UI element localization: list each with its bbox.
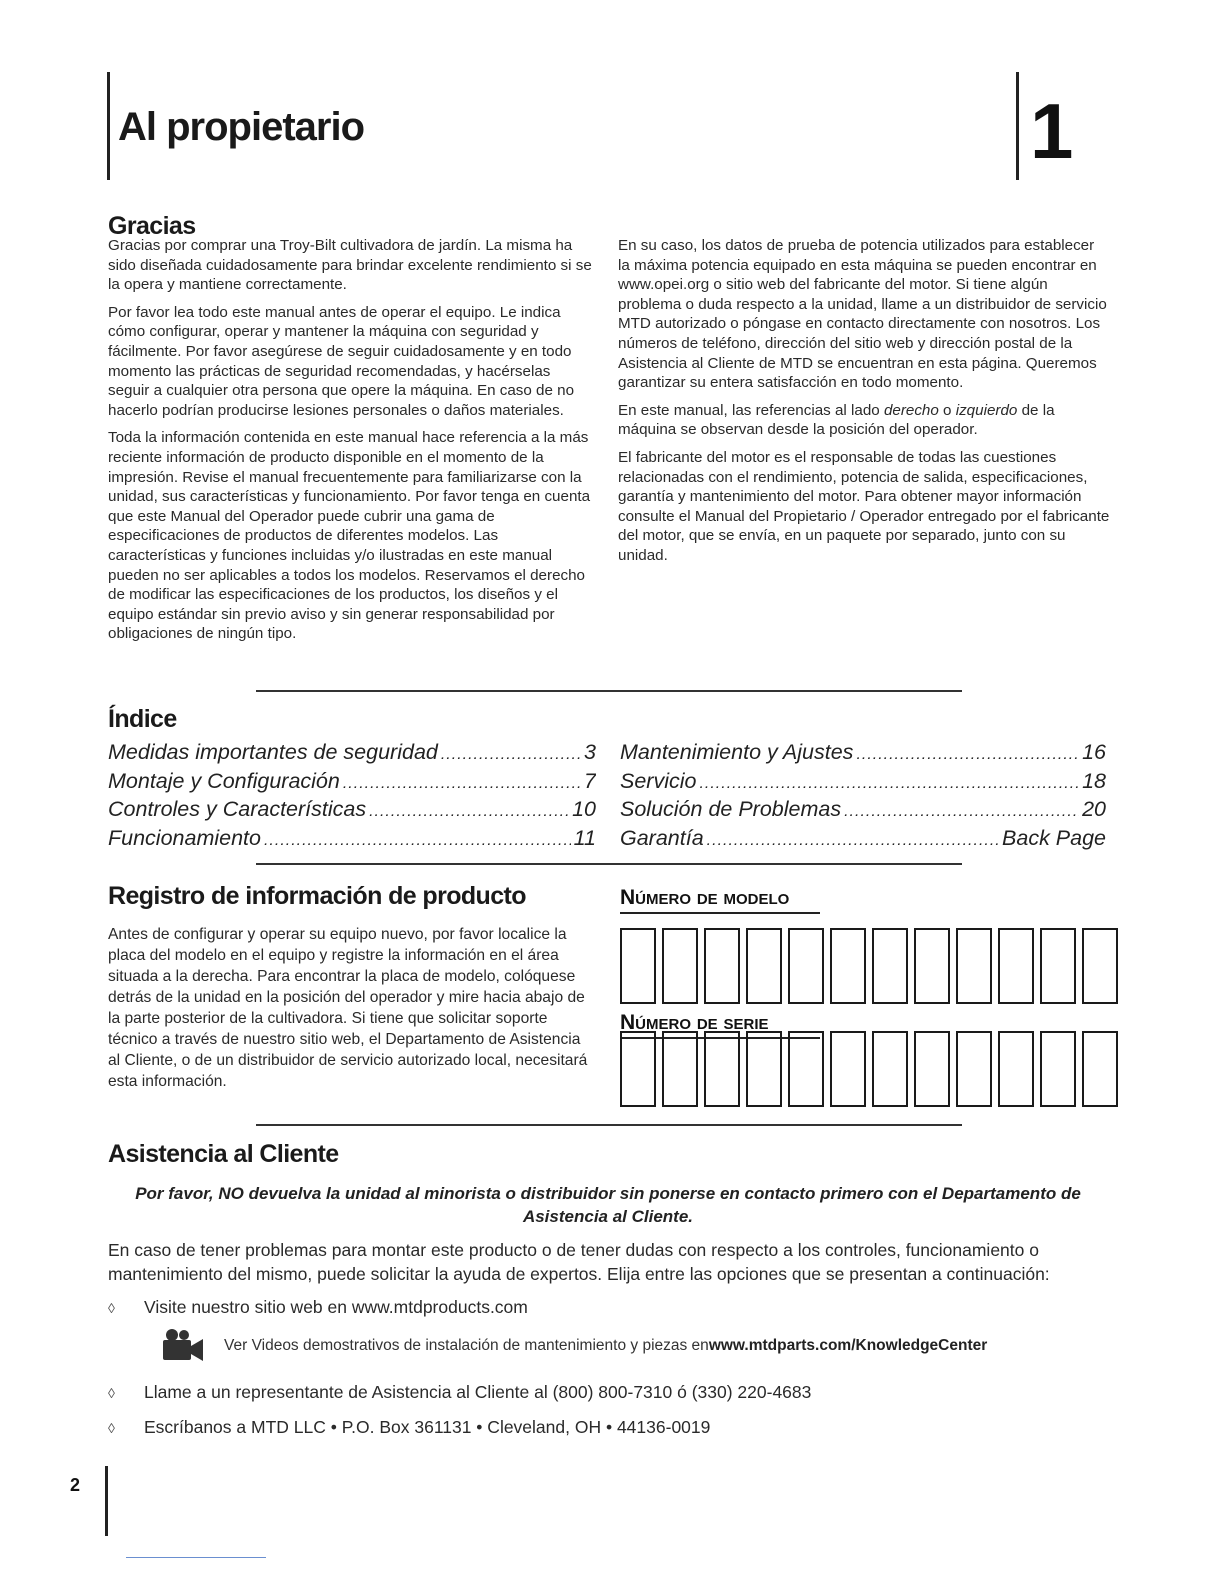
video-item: [162, 1328, 987, 1364]
toc-entry[interactable]: Mantenimiento y Ajustes ..... 16: [620, 740, 1106, 769]
model-digit-box[interactable]: [830, 928, 866, 1004]
model-digit-box[interactable]: [662, 928, 698, 1004]
gracias-left-column: [108, 236, 593, 652]
serial-digit-box[interactable]: [704, 1031, 740, 1107]
divider-3: [256, 1124, 962, 1126]
video-camera-icon: [162, 1328, 204, 1364]
serial-digit-box[interactable]: [956, 1031, 992, 1107]
serial-digit-box[interactable]: [620, 1031, 656, 1107]
chapter-number: 1: [1030, 87, 1074, 175]
page-number: 2: [70, 1475, 81, 1495]
mail-item: [108, 1417, 710, 1438]
serial-digit-box[interactable]: [872, 1031, 908, 1107]
toc-left-column: [108, 740, 596, 854]
divider-2: [256, 863, 962, 865]
model-digit-box[interactable]: [914, 928, 950, 1004]
indice-heading: Índice: [108, 705, 177, 733]
gracias-paragraph-2: Por favor lea todo este manual antes de operar el equipo. Le indica cómo configurar, operar y mantener la máquina con seguridad y fácilmente. Por favor asegúrese de seguir cuidadosamente y en todo momento las prácticas de seguridad recomendadas, y hacérselas seguir a cualquier otra persona que opere la máquina. En caso de no hacerlo podrían producirse lesiones personales o daños materiales.: [108, 303, 575, 419]
gracias-right-paragraph-2: En este manual, las referencias al lado derecho o izquierdo de la máquina se observan desde la posición del operador.: [618, 401, 1055, 439]
diamond-bullet-icon: ◊: [108, 1300, 115, 1316]
video-text: Ver Videos demostrativos de instalación de mantenimiento y piezas en: [224, 1337, 709, 1354]
toc-entry[interactable]: Montaje y Configuración ..... 7: [108, 769, 596, 798]
serial-number-boxes[interactable]: [620, 1031, 1118, 1107]
diamond-bullet-icon: ◊: [108, 1385, 115, 1401]
toc-entry[interactable]: Garantía ..... Back Page: [620, 826, 1106, 855]
model-digit-box[interactable]: [872, 928, 908, 1004]
serial-digit-box[interactable]: [1082, 1031, 1118, 1107]
model-digit-box[interactable]: [998, 928, 1034, 1004]
serial-number-label: Número de serie: [620, 1011, 820, 1039]
divider-1: [256, 690, 962, 692]
model-digit-box[interactable]: [956, 928, 992, 1004]
mail-text: Escríbanos a MTD LLC • P.O. Box 361131 • Cleveland, OH • 44136-0019: [144, 1417, 711, 1437]
diamond-bullet-icon: ◊: [108, 1420, 115, 1436]
serial-digit-box[interactable]: [914, 1031, 950, 1107]
asistencia-notice: Por favor, NO devuelva la unidad al minorista o distribuidor sin ponerse en contacto primero con el Departamento de Asistencia al Cliente.: [135, 1184, 1081, 1226]
gracias-paragraph-1: Gracias por comprar una Troy-Bilt cultivadora de jardín. La misma ha sido diseñada cuidadosamente para brindar excelente rendimiento si se la opera y mantiene correctamente.: [108, 237, 592, 294]
title-rule-left: [107, 72, 110, 180]
gracias-paragraph-3: Toda la información contenida en este manual hace referencia a la más reciente información de producto disponible en el momento de la impresión. Revise el manual frecuentemente para familiarizarse con la unidad, sus características y funcionamiento. Por favor tenga en cuenta que este Manual del Operador puede cubrir una gama de especificaciones de productos de diferentes modelos. Las características y funciones incluidas y/o ilustradas en este manual pueden no ser aplicables a todos los modelos. Reservamos el derecho de modificar las especificaciones de los productos, los diseños y el equipo estándar sin previo aviso y sin generar responsabilidad por obligaciones de ningún tipo.: [108, 429, 591, 643]
website-text[interactable]: Visite nuestro sitio web en www.mtdproducts.com: [144, 1297, 528, 1317]
serial-digit-box[interactable]: [998, 1031, 1034, 1107]
chapter-title: Al propietario: [118, 105, 365, 149]
model-digit-box[interactable]: [746, 928, 782, 1004]
toc-entry[interactable]: Solución de Problemas ..... 20: [620, 797, 1106, 826]
footer-rule: [105, 1466, 108, 1536]
serial-digit-box[interactable]: [830, 1031, 866, 1107]
model-digit-box[interactable]: [620, 928, 656, 1004]
serial-digit-box[interactable]: [788, 1031, 824, 1107]
model-number-label: Número de modelo: [620, 886, 820, 914]
website-item: [108, 1297, 528, 1318]
toc-entry[interactable]: Servicio ..... 18: [620, 769, 1106, 798]
registro-heading: Registro de información de producto: [108, 882, 526, 910]
toc-entry[interactable]: Funcionamiento ..... 11: [108, 826, 596, 855]
serial-digit-box[interactable]: [1040, 1031, 1076, 1107]
serial-digit-box[interactable]: [662, 1031, 698, 1107]
phone-item: [108, 1382, 811, 1403]
serial-digit-box[interactable]: [746, 1031, 782, 1107]
asistencia-intro: En caso de tener problemas para montar este producto o de tener dudas con respecto a los controles, funcionamiento o mantenimiento del mismo, puede solicitar la ayuda de expertos. Elija entre las opciones que se presentan a continuación:: [108, 1240, 1050, 1284]
toc-entry[interactable]: Medidas importantes de seguridad ..... 3: [108, 740, 596, 769]
knowledge-center-link[interactable]: www.mtdparts.com/KnowledgeCenter: [708, 1337, 988, 1354]
toc-right-column: [620, 740, 1106, 854]
gracias-right-column: [618, 236, 1110, 574]
model-number-boxes[interactable]: [620, 928, 1118, 1004]
gracias-right-paragraph-1: En su caso, los datos de prueba de potencia utilizados para establecer la máxima potencia equipado en esta máquina se pueden encontrar en www.opei.org o sitio web del fabricante del motor. Si tiene algún problema o duda respecto a la unidad, llame a un distribuidor de servicio MTD autorizado o póngase en contacto directamente con nosotros. Los números de teléfono, dirección del sitio web y dirección postal de la Asistencia al Cliente de MTD se encuentran en esta página. Queremos garantizar su entera satisfacción en todo momento.: [618, 237, 1107, 392]
title-rule-right: [1016, 72, 1019, 180]
model-digit-box[interactable]: [704, 928, 740, 1004]
model-digit-box[interactable]: [1040, 928, 1076, 1004]
footer-blue-line: [126, 1557, 266, 1558]
toc-entry[interactable]: Controles y Características ..... 10: [108, 797, 596, 826]
phone-text[interactable]: Llame a un representante de Asistencia al Cliente al (800) 800-7310 ó (330) 220-4683: [144, 1382, 812, 1402]
gracias-right-paragraph-3: El fabricante del motor es el responsable de todas las cuestiones relacionadas con el rendimiento, potencia de salida, especificaciones, garantía y mantenimiento del motor. Para obtener mayor información consulte el Manual del Propietario / Operador entregado por el fabricante del motor, que se envía, en un paquete por separado, junto con su unidad.: [618, 448, 1110, 564]
model-digit-box[interactable]: [1082, 928, 1118, 1004]
asistencia-heading: Asistencia al Cliente: [108, 1140, 339, 1168]
gracias-heading: Gracias: [108, 212, 196, 240]
registro-text: Antes de configurar y operar su equipo nuevo, por favor localice la placa del modelo en el equipo y registre la información en el área situada a la derecha. Para encontrar la placa de modelo, colóquese detrás de la unidad en la posición del operador y mire hacia abajo de la parte posterior de la cultivadora. Si tiene que solicitar soporte técnico a través de nuestro sitio web, el Departamento de Asistencia al Cliente, o de un distribuidor de servicio autorizado local, necesitará esta información.: [108, 926, 588, 1090]
model-digit-box[interactable]: [788, 928, 824, 1004]
